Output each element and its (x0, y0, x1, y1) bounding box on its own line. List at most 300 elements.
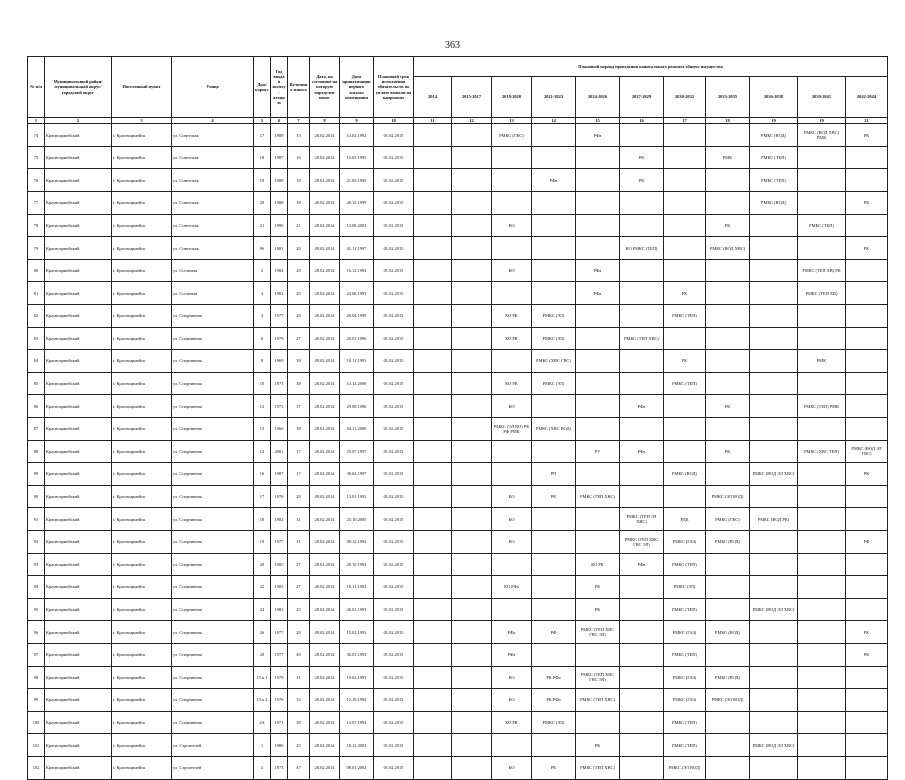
cell-period-work (846, 418, 888, 441)
page-number: 363 (445, 40, 460, 51)
cell-period-work (620, 259, 664, 282)
cell-wear: 27 (288, 576, 310, 599)
cell-period-work: КО (492, 666, 532, 689)
cell-period-work: РМКС (ГАЗ) (664, 666, 706, 689)
col-number: 6 (271, 118, 288, 124)
cell-period-work: РМКС (ТЕП ЭЛ ХВС) (620, 508, 664, 531)
col-number: 17 (664, 118, 706, 124)
cell-municipality: Красноармейский (45, 192, 112, 215)
cell-period-work (706, 711, 750, 734)
table-row (28, 598, 888, 621)
cell-num: 83 (28, 327, 45, 350)
cell-period-work: РМКС (ГВС) (706, 508, 750, 531)
cell-privatization-date: 21.03.1995 (340, 169, 374, 192)
cell-period-work: РК (620, 169, 664, 192)
cell-period-work (664, 192, 706, 215)
cell-num: 99 (28, 689, 45, 712)
cell-period-work (620, 282, 664, 305)
cell-street: ул. Советская (172, 192, 254, 215)
cell-num: 76 (28, 169, 45, 192)
cell-period-work (492, 169, 532, 192)
cell-house: 9б (254, 237, 271, 260)
cell-period-work (452, 576, 492, 599)
cell-period-work (620, 666, 664, 689)
cell-house: 2 (254, 259, 271, 282)
cell-period-work: КО РМКС (ТЕП) (620, 237, 664, 260)
cell-period-work (798, 418, 846, 441)
cell-year-built: 1981 (271, 237, 288, 260)
cell-house: 18 (254, 508, 271, 531)
cell-survey-date: 28.02.2014 (310, 598, 340, 621)
cell-period-work: РК РФа (532, 666, 576, 689)
cell-survey-date: 28.02.2014 (310, 734, 340, 757)
cell-year-built: 1987 (271, 146, 288, 169)
cell-period-work (750, 485, 798, 508)
cell-period-work: КО (492, 530, 532, 553)
table-row (28, 237, 888, 260)
col-header-period: 2024-2026 (576, 77, 620, 118)
cell-period-work (414, 598, 452, 621)
cell-year-built: 1977 (271, 530, 288, 553)
cell-period-work: КО РК (576, 553, 620, 576)
cell-locality: г. Красноармейск (112, 711, 172, 734)
cell-obligation-date: 01.02.2015 (374, 259, 414, 282)
cell-period-work: РМКС (ЭЛ) (664, 576, 706, 599)
cell-period-work (620, 643, 664, 666)
capital-repair-schedule-table (27, 56, 888, 780)
cell-survey-date: 28.02.2014 (310, 350, 340, 373)
table-row (28, 485, 888, 508)
col-header-house: Дом/ корпус (254, 57, 271, 118)
cell-house: 2 (254, 756, 271, 779)
cell-year-built: 1971 (271, 372, 288, 395)
cell-period-work (798, 576, 846, 599)
cell-period-work (706, 282, 750, 305)
table-row (28, 711, 888, 734)
col-number: 19 (750, 118, 798, 124)
cell-wear: 20 (288, 282, 310, 305)
cell-period-work: КО (492, 756, 532, 779)
cell-num: 84 (28, 350, 45, 373)
cell-municipality: Красноармейский (45, 350, 112, 373)
cell-wear: 28 (288, 485, 310, 508)
col-number: 11 (414, 118, 452, 124)
cell-year-built: 1982 (271, 282, 288, 305)
cell-street: ул. Советская (172, 124, 254, 147)
cell-num: 95 (28, 598, 45, 621)
cell-period-work (576, 372, 620, 395)
cell-period-work (492, 237, 532, 260)
cell-survey-date: 28.02.2014 (310, 576, 340, 599)
cell-period-work (532, 259, 576, 282)
cell-street: ул. Спортивная (172, 372, 254, 395)
cell-municipality: Красноармейский (45, 305, 112, 328)
cell-period-work (750, 440, 798, 463)
cell-survey-date: 28.02.2014 (310, 372, 340, 395)
cell-survey-date: 28.02.2014 (310, 282, 340, 305)
cell-period-work: РУ (576, 440, 620, 463)
cell-survey-date: 28.02.2014 (310, 418, 340, 441)
cell-period-work (798, 711, 846, 734)
cell-municipality: Красноармейский (45, 169, 112, 192)
cell-period-work: РМКС (ТЕП) (664, 711, 706, 734)
cell-municipality: Красноармейский (45, 440, 112, 463)
cell-num: 92 (28, 530, 45, 553)
cell-period-work (532, 643, 576, 666)
cell-house: 19 (254, 169, 271, 192)
cell-survey-date: 28.02.2014 (310, 192, 340, 215)
cell-privatization-date: 26.04.1999 (340, 305, 374, 328)
cell-locality: г. Красноармейск (112, 282, 172, 305)
cell-period-work: РМКС (ТЕП ХВС) (576, 756, 620, 779)
cell-period-work (706, 192, 750, 215)
cell-street: ул. Сосновая (172, 259, 254, 282)
cell-period-work: РК (532, 756, 576, 779)
cell-house: 26 (254, 621, 271, 644)
cell-period-work (798, 305, 846, 328)
cell-period-work (576, 530, 620, 553)
cell-locality: г. Красноармейск (112, 621, 172, 644)
cell-municipality: Красноармейский (45, 146, 112, 169)
cell-house: 20 (254, 192, 271, 215)
cell-period-work: РМКС (ТЕП) (664, 372, 706, 395)
cell-wear: 25 (288, 598, 310, 621)
cell-period-work (452, 463, 492, 486)
cell-period-work (706, 350, 750, 373)
cell-period-work (576, 350, 620, 373)
cell-house: 1 (254, 734, 271, 757)
cell-period-work (620, 734, 664, 757)
cell-survey-date: 28.02.2014 (310, 463, 340, 486)
cell-period-work: РФа (620, 553, 664, 576)
cell-period-work (750, 666, 798, 689)
cell-period-work: РК (846, 192, 888, 215)
cell-municipality: Красноармейский (45, 508, 112, 531)
cell-period-work (452, 485, 492, 508)
cell-period-work (664, 485, 706, 508)
cell-street: ул. Спортивная (172, 689, 254, 712)
table-row (28, 259, 888, 282)
cell-period-work (414, 734, 452, 757)
col-number: 2 (45, 118, 112, 124)
cell-street: ул. Спортивная (172, 598, 254, 621)
cell-street: ул. Спортивная (172, 621, 254, 644)
cell-period-work: КО РФа (492, 576, 532, 599)
cell-obligation-date: 01.02.2015 (374, 621, 414, 644)
cell-locality: г. Красноармейск (112, 463, 172, 486)
cell-period-work: РМКС (ГАЗ) (664, 530, 706, 553)
cell-num: 82 (28, 305, 45, 328)
table-row (28, 350, 888, 373)
cell-period-work: РМКС (ВОД ЭЛ ХВС) (750, 463, 798, 486)
cell-period-work (846, 711, 888, 734)
cell-period-work (414, 418, 452, 441)
cell-period-work (452, 146, 492, 169)
cell-period-work: РМКС (ВОД ЭЛ ХВС) (750, 598, 798, 621)
cell-period-work (846, 305, 888, 328)
cell-period-work: РК (576, 598, 620, 621)
cell-period-work (664, 418, 706, 441)
cell-period-work (452, 327, 492, 350)
cell-house: 18 (254, 146, 271, 169)
col-number: 3 (112, 118, 172, 124)
cell-num: 89 (28, 463, 45, 486)
cell-obligation-date: 01.02.2015 (374, 327, 414, 350)
cell-privatization-date: 18.11.1992 (340, 576, 374, 599)
cell-house: 4 (254, 282, 271, 305)
cell-survey-date: 28.02.2014 (310, 305, 340, 328)
cell-obligation-date: 01.02.2015 (374, 169, 414, 192)
cell-period-work (846, 576, 888, 599)
cell-house: 10 (254, 372, 271, 395)
cell-period-work (750, 327, 798, 350)
cell-wear: 18 (288, 192, 310, 215)
cell-period-work: РМКС (ТЕП) (664, 643, 706, 666)
cell-period-work: КО (492, 259, 532, 282)
cell-period-work (452, 553, 492, 576)
cell-street: ул. Спортивная (172, 395, 254, 418)
table-row (28, 508, 888, 531)
cell-period-work (798, 327, 846, 350)
cell-period-work: РМКС (ЭЛ ВОД) (664, 756, 706, 779)
cell-period-work: РФа (492, 621, 532, 644)
cell-house: 24 (254, 598, 271, 621)
cell-period-work: РФа (576, 259, 620, 282)
cell-period-work (664, 124, 706, 147)
cell-wear: 28 (288, 305, 310, 328)
table-row (28, 666, 888, 689)
cell-period-work: КО (492, 485, 532, 508)
cell-period-work (492, 282, 532, 305)
cell-street: ул. Спортивная (172, 305, 254, 328)
cell-wear: 31 (288, 530, 310, 553)
cell-locality: г. Красноармейск (112, 124, 172, 147)
table-row (28, 553, 888, 576)
table-row (28, 689, 888, 712)
cell-period-work (846, 146, 888, 169)
cell-period-work (492, 463, 532, 486)
cell-house: 19 (254, 530, 271, 553)
cell-period-work (846, 282, 888, 305)
cell-obligation-date: 01.02.2015 (374, 689, 414, 712)
cell-period-work (846, 372, 888, 395)
cell-period-work: РК (706, 214, 750, 237)
cell-municipality: Красноармейский (45, 756, 112, 779)
cell-period-work: РМКС (ТЕП ХВС) (620, 327, 664, 350)
col-number: 19 (798, 118, 846, 124)
cell-house: 6 (254, 327, 271, 350)
cell-survey-date: 28.02.2014 (310, 711, 340, 734)
cell-period-work: РМКС (ХВС ВОД) (532, 418, 576, 441)
cell-street: ул. Спортивная (172, 553, 254, 576)
cell-period-work: КО РК (492, 372, 532, 395)
cell-period-work: РФа (492, 643, 532, 666)
cell-period-work: РК (706, 440, 750, 463)
cell-period-work (452, 169, 492, 192)
cell-house: 16 (254, 463, 271, 486)
cell-period-work (706, 463, 750, 486)
cell-wear: 39 (288, 350, 310, 373)
cell-period-work (532, 192, 576, 215)
cell-locality: г. Красноармейск (112, 576, 172, 599)
cell-year-built: 1971 (271, 711, 288, 734)
cell-house: 21 (254, 214, 271, 237)
cell-period-work: РК (846, 237, 888, 260)
cell-year-built: 2001 (271, 440, 288, 463)
cell-num: 75 (28, 146, 45, 169)
cell-period-work: РМКС (ЭЛ) (532, 305, 576, 328)
cell-period-work: РМКС (ТЕП) (664, 305, 706, 328)
cell-period-work (452, 756, 492, 779)
cell-num: 86 (28, 395, 45, 418)
cell-locality: г. Красноармейск (112, 327, 172, 350)
cell-year-built: 1983 (271, 576, 288, 599)
cell-period-work (452, 508, 492, 531)
table-row (28, 372, 888, 395)
cell-period-work: РМКС (ТЕП ХВС ГВС ЭЛ) (576, 666, 620, 689)
col-header-period: 2039-2041 (798, 77, 846, 118)
cell-house: 17 (254, 485, 271, 508)
cell-period-work: РК (706, 395, 750, 418)
cell-privatization-date: 20.01.1996 (340, 327, 374, 350)
cell-locality: г. Красноармейск (112, 756, 172, 779)
cell-period-work (664, 327, 706, 350)
col-number: 15 (576, 118, 620, 124)
cell-obligation-date: 01.02.2015 (374, 305, 414, 328)
col-header-survey-date: Дата, на состояние на которую определен износ (310, 57, 340, 118)
cell-period-work (664, 395, 706, 418)
cell-period-work (750, 643, 798, 666)
cell-house: 8 (254, 350, 271, 373)
cell-period-work (750, 237, 798, 260)
cell-period-work (750, 621, 798, 644)
cell-period-work (750, 530, 798, 553)
cell-privatization-date: 30.04.1997 (340, 463, 374, 486)
cell-locality: г. Красноармейск (112, 666, 172, 689)
cell-period-work (414, 124, 452, 147)
col-number: 14 (532, 118, 576, 124)
table-row (28, 124, 888, 147)
cell-privatization-date: 13.08.2002 (340, 214, 374, 237)
cell-period-work: РМКС (ГВС) (492, 124, 532, 147)
col-header-num: № п/п (28, 57, 45, 118)
cell-municipality: Красноармейский (45, 214, 112, 237)
cell-wear: 38 (288, 711, 310, 734)
header-row-primary (28, 57, 888, 77)
cell-num: 98 (28, 666, 45, 689)
cell-period-work (414, 756, 452, 779)
cell-period-work (452, 259, 492, 282)
cell-year-built: 1976 (271, 689, 288, 712)
cell-obligation-date: 01.02.2015 (374, 282, 414, 305)
cell-period-work (576, 237, 620, 260)
cell-privatization-date: 09.12.1992 (340, 530, 374, 553)
cell-period-work (492, 734, 532, 757)
cell-period-work (414, 327, 452, 350)
cell-obligation-date: 01.02.2015 (374, 711, 414, 734)
cell-obligation-date: 01.02.2015 (374, 463, 414, 486)
cell-period-work: РМКС (ВОД) (706, 530, 750, 553)
cell-num: 79 (28, 237, 45, 260)
cell-privatization-date: 25.07.1997 (340, 440, 374, 463)
cell-period-work (492, 192, 532, 215)
cell-period-work (750, 305, 798, 328)
cell-period-work (798, 508, 846, 531)
cell-period-work: РМКС (ВОД ЭЛ ХВС) (750, 734, 798, 757)
cell-period-work (750, 418, 798, 441)
cell-locality: г. Красноармейск (112, 734, 172, 757)
cell-street: ул. Спортивная (172, 711, 254, 734)
cell-period-work: РК (664, 282, 706, 305)
cell-period-work (414, 440, 452, 463)
cell-wear: 37 (288, 395, 310, 418)
cell-num: 101 (28, 734, 45, 757)
col-header-period: 2015-2017 (452, 77, 492, 118)
cell-period-work (706, 576, 750, 599)
cell-period-work (846, 169, 888, 192)
cell-period-work (532, 282, 576, 305)
cell-locality: г. Красноармейск (112, 169, 172, 192)
cell-period-work: РК (576, 734, 620, 757)
cell-period-work (798, 146, 846, 169)
cell-municipality: Красноармейский (45, 621, 112, 644)
cell-obligation-date: 01.02.2015 (374, 418, 414, 441)
cell-period-work: РМКС (ГАЗ) (664, 689, 706, 712)
cell-period-work (620, 305, 664, 328)
cell-period-work (532, 124, 576, 147)
cell-wear: 20 (288, 237, 310, 260)
cell-period-work: РМКС (ТЕП) (750, 146, 798, 169)
cell-period-work: РК (846, 463, 888, 486)
cell-num: 93 (28, 553, 45, 576)
table-row (28, 282, 888, 305)
cell-period-work: РМКС (ТЕП ХВС ГВС ЭЛ) (576, 621, 620, 644)
cell-period-work (576, 508, 620, 531)
cell-obligation-date: 01.02.2015 (374, 124, 414, 147)
cell-survey-date: 28.02.2014 (310, 124, 340, 147)
cell-period-work (452, 305, 492, 328)
cell-period-work (798, 485, 846, 508)
cell-period-work (620, 124, 664, 147)
cell-period-work: КО РК (492, 711, 532, 734)
cell-num: 81 (28, 282, 45, 305)
cell-house: 2А (254, 711, 271, 734)
cell-period-work (414, 530, 452, 553)
cell-obligation-date: 01.02.2015 (374, 576, 414, 599)
cell-period-work: РМКС (ТЕП) (664, 734, 706, 757)
cell-period-work: РК (846, 621, 888, 644)
cell-street: ул. Советская (172, 214, 254, 237)
cell-period-work: РМКС (ТЕП ХВ) (798, 282, 846, 305)
cell-obligation-date: 01.02.2015 (374, 350, 414, 373)
cell-period-work: РМКС (ТЕП ХВС ГВС ЭЛ) (620, 530, 664, 553)
col-number: 9 (340, 118, 374, 124)
cell-obligation-date: 01.02.2015 (374, 214, 414, 237)
cell-period-work (452, 395, 492, 418)
cell-wear: 15 (288, 124, 310, 147)
col-number: 10 (374, 118, 414, 124)
cell-period-work: РМКС (ЭЛ) (532, 372, 576, 395)
cell-num: 94 (28, 576, 45, 599)
cell-period-work (798, 666, 846, 689)
cell-period-work (846, 214, 888, 237)
col-header-street: Улица (172, 57, 254, 118)
cell-street: ул. Строителей (172, 734, 254, 757)
col-header-period: 2036-2038 (750, 77, 798, 118)
cell-num: 97 (28, 643, 45, 666)
cell-wear: 16 (288, 146, 310, 169)
col-number: 1 (28, 118, 45, 124)
